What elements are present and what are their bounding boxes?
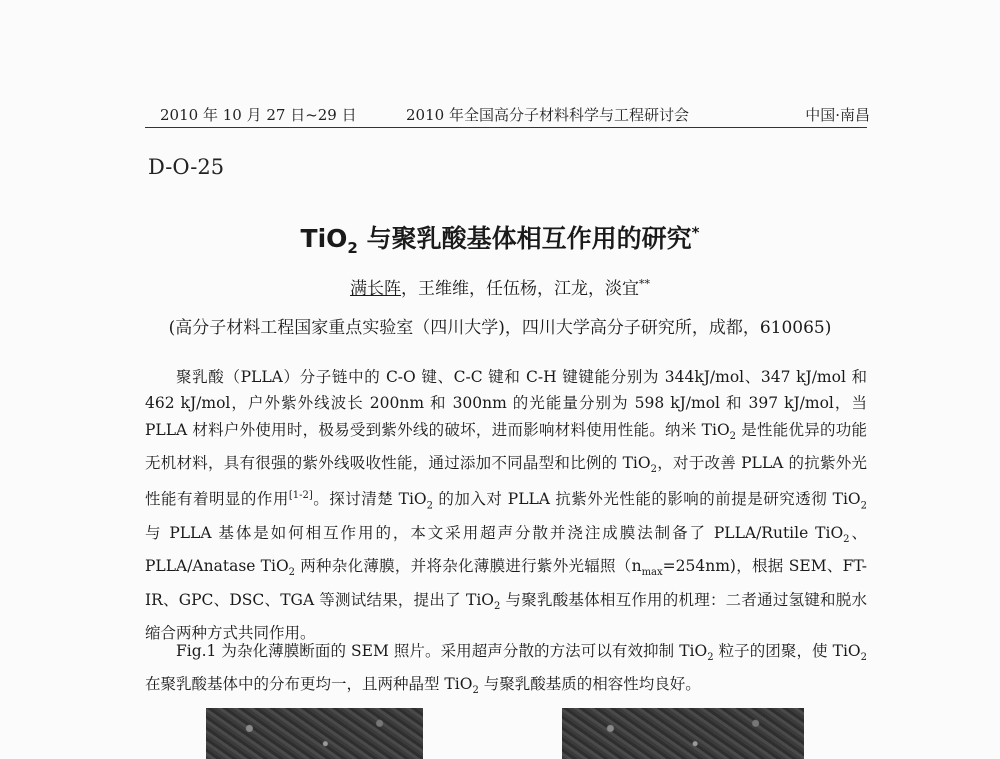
subscript: 2 — [288, 567, 296, 579]
subscript: max — [641, 567, 663, 579]
header-rule — [145, 127, 867, 128]
text: 是性能优异的功能无机材料，具有很强的紫外线吸收性能，通过添加不同晶型和比例的 TiO — [145, 420, 867, 472]
text: 的加入对 PLLA 抗紫外光性能的影响的前提是研究透彻 TiO — [433, 490, 861, 509]
first-author: 满长阵 — [350, 279, 401, 299]
text: Fig.1 为杂化薄膜断面的 SEM 照片。采用超声分散的方法可以有效抑制 TiO — [176, 642, 708, 660]
body-paragraph-2 — [145, 638, 867, 705]
title-text-rest: 与聚乳酸基体相互作用的研究 — [357, 224, 692, 253]
sem-image-anatase — [562, 708, 804, 759]
text: 、PLLA/Anatase TiO — [145, 523, 867, 576]
subscript: 2 — [860, 500, 867, 512]
text: 与聚乳酸基体相互作用的机理：二者通过氢键和脱水缩合两种方式共同作用。 — [145, 590, 867, 643]
text: 与聚乳酸基质的相容性均良好。 — [478, 675, 701, 694]
sem-image-rutile — [206, 708, 423, 759]
subscript: 2 — [426, 500, 434, 512]
subscript: 2 — [729, 430, 737, 442]
corresponding-mark: ** — [639, 277, 650, 291]
title-text: TiO — [300, 224, 348, 253]
paper-title — [0, 219, 1000, 257]
subscript: 2 — [472, 685, 479, 697]
text: 。探讨清楚 TiO — [312, 490, 427, 509]
citation: [1-2] — [288, 490, 313, 502]
affiliation: (高分子材料工程国家重点实验室（四川大学)，四川大学高分子研究所，成都，610065) — [168, 318, 832, 338]
other-authors: ，王维维，任伍杨，江龙，淡宜 — [401, 279, 639, 299]
subscript: 2 — [650, 464, 657, 476]
subscript: 2 — [843, 534, 850, 546]
header-conference: 2010 年全国高分子材料科学与工程研讨会 — [406, 106, 689, 124]
subscript: 2 — [493, 600, 501, 612]
text: =254nm)，根据 SEM、FT-IR、GPC、DSC、TGA 等测试结果，提出了 TiO — [145, 557, 867, 609]
header-location: 中国·南昌 — [805, 106, 870, 124]
text: ，对于改善 PLLA 的抗紫外光性能有着明显的作用 — [145, 453, 867, 509]
text: 粒子的团聚，使 TiO — [713, 642, 861, 660]
title-subscript: 2 — [347, 239, 358, 257]
paper-code: D-O-25 — [148, 155, 225, 179]
body-paragraph-1 — [145, 364, 867, 646]
header-date: 2010 年 10 月 27 日~29 日 — [160, 106, 357, 124]
text: 在聚乳酸基体中的分布更均一，且两种晶型 TiO — [145, 675, 473, 694]
text: 聚乳酸（PLLA）分子链中的 C-O 键、C-C 键和 C-H 键键能分别为 344kJ/mol、347 kJ/mol 和 462 kJ/mol，户外紫外线波长 200nm 和 300nm 的光能量分别为 598 kJ/mol 和 397 kJ/mol，当 PLLA 材料户外使用时，极易受到紫外线的破坏，进而影响材料使用性能。纳米 TiO — [145, 368, 867, 439]
subscript: 2 — [707, 652, 714, 664]
text: 两种杂化薄膜，并将杂化薄膜进行紫外光辐照（n — [295, 557, 642, 576]
title-footnote-mark: * — [691, 223, 700, 242]
subscript: 2 — [860, 652, 867, 664]
author-list — [0, 274, 1000, 299]
text: 与 PLLA 基体是如何相互作用的，本文采用超声分散并浇注成膜法制备了 PLLA/Rutile TiO — [145, 523, 844, 542]
